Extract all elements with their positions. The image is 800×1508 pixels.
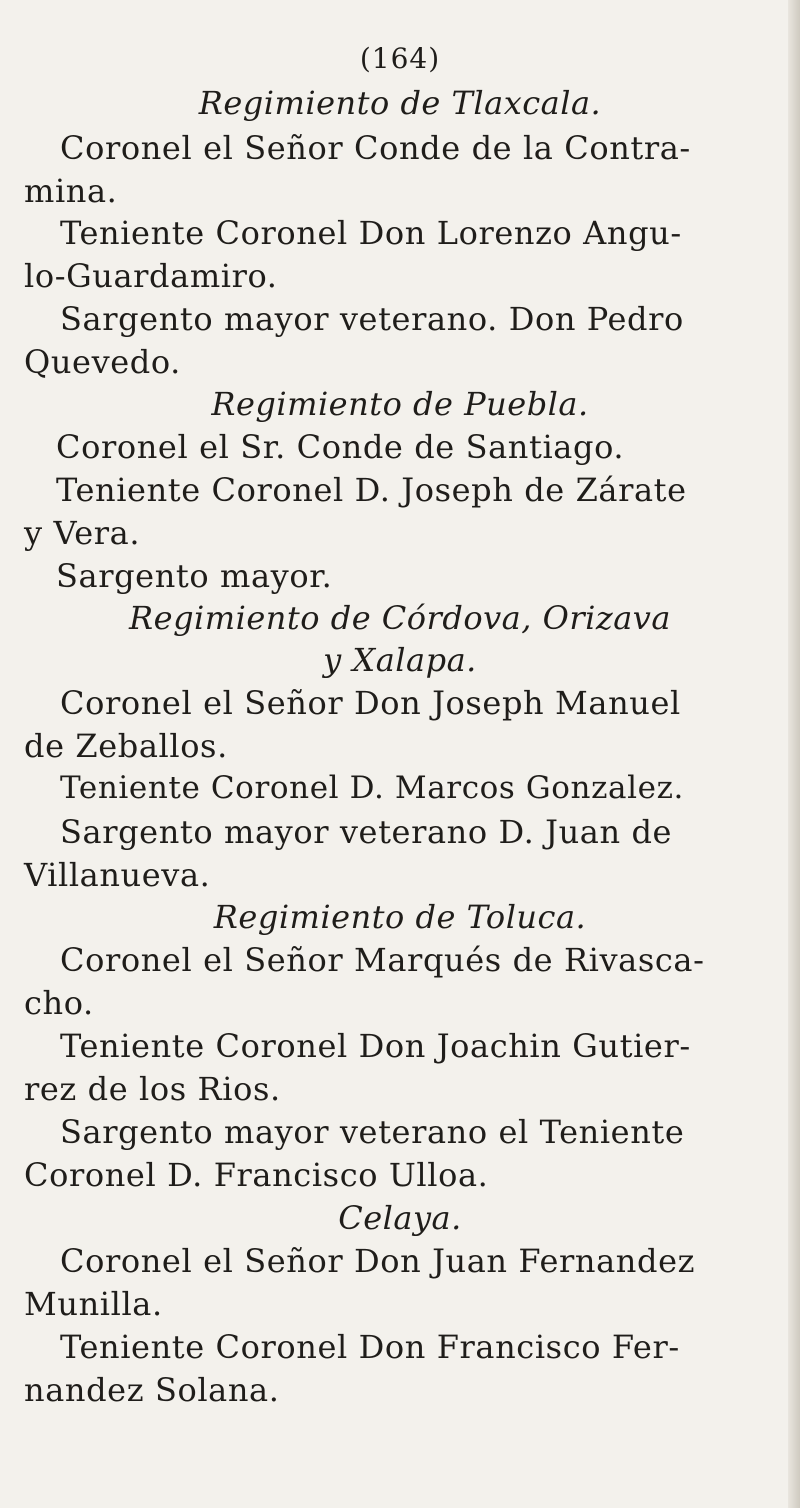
text-line: Coronel el Señor Marqués de Rivasca- <box>60 941 705 979</box>
text-line: lo-Guardamiro. <box>24 257 278 295</box>
text-line: Villanueva. <box>24 856 211 894</box>
text-line: cho. <box>24 984 94 1022</box>
text-line: Coronel el Señor Don Juan Fernandez <box>60 1242 696 1280</box>
text-line: mina. <box>24 172 118 210</box>
page-edge <box>788 0 800 1508</box>
text-line: Teniente Coronel D. Joseph de Zárate <box>56 471 687 509</box>
text-line: Coronel el Señor Conde de la Contra- <box>60 129 691 167</box>
section-heading-puebla: Regimiento de Puebla. <box>211 385 589 423</box>
text-line: y Vera. <box>24 514 141 552</box>
text-line: nandez Solana. <box>24 1371 280 1409</box>
text-line: Sargento mayor. <box>56 557 333 595</box>
text-line: rez de los Rios. <box>24 1070 281 1108</box>
text-line: Teniente Coronel D. Marcos Gonzalez. <box>60 770 684 806</box>
text-line: Sargento mayor veterano el Teniente <box>60 1113 685 1151</box>
section-heading-cordova-cont: y Xalapa. <box>323 641 477 679</box>
section-heading-tlaxcala: Regimiento de Tlaxcala. <box>198 84 602 122</box>
page-number: (164) <box>359 42 441 75</box>
text-line: Coronel D. Francisco Ulloa. <box>24 1156 489 1194</box>
text-line: Sargento mayor veterano D. Juan de <box>60 813 673 851</box>
text-line: Teniente Coronel Don Lorenzo Angu- <box>60 214 682 252</box>
text-line: Quevedo. <box>24 343 181 381</box>
text-line: Teniente Coronel Don Francisco Fer- <box>60 1328 680 1366</box>
text-line: Teniente Coronel Don Joachin Gutier- <box>60 1027 691 1065</box>
section-heading-celaya: Celaya. <box>338 1199 462 1237</box>
section-heading-toluca: Regimiento de Toluca. <box>213 898 587 936</box>
text-line: Munilla. <box>24 1285 163 1323</box>
text-line: Coronel el Señor Don Joseph Manuel <box>60 684 681 722</box>
text-line: Coronel el Sr. Conde de Santiago. <box>56 428 625 466</box>
text-line: de Zeballos. <box>24 727 228 765</box>
section-heading-cordova: Regimiento de Córdova, Orizava <box>129 599 671 637</box>
text-line: Sargento mayor veterano. Don Pedro <box>60 300 684 338</box>
